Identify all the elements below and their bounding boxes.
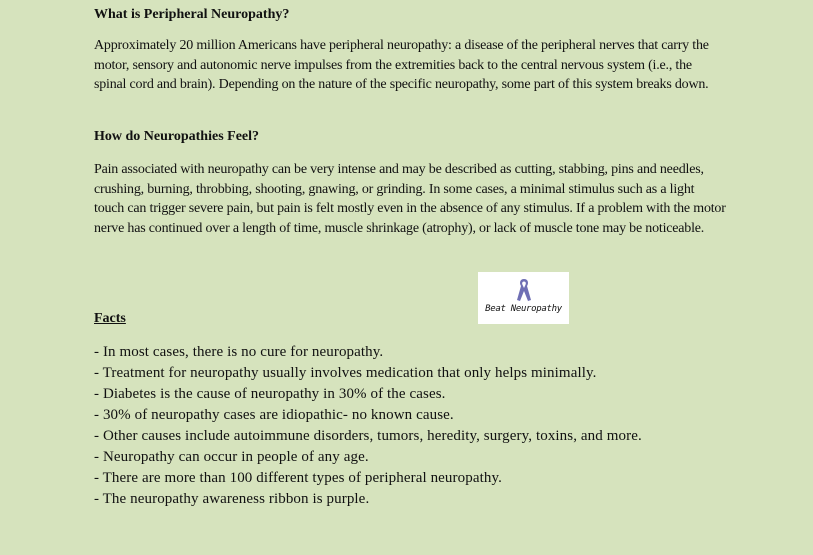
logo-text: Beat Neuropathy <box>485 304 562 314</box>
list-item: - Diabetes is the cause of neuropathy in 30% of the cases. <box>94 386 446 402</box>
list-item: - The neuropathy awareness ribbon is purple. <box>94 491 370 507</box>
list-item: - In most cases, there is no cure for neuropathy. <box>94 344 384 360</box>
beat-neuropathy-logo <box>478 272 569 324</box>
list-item: - Treatment for neuropathy usually involves medication that only helps minimally. <box>94 365 597 381</box>
facts-heading: Facts <box>94 311 126 326</box>
section-heading-what-is-neuropathy: What is Peripheral Neuropathy? <box>94 7 290 22</box>
list-item: - Neuropathy can occur in people of any age. <box>94 449 369 465</box>
list-item: - 30% of neuropathy cases are idiopathic- no known cause. <box>94 407 454 423</box>
list-item: - There are more than 100 different types of peripheral neuropathy. <box>94 470 502 486</box>
section-heading-how-neuropathies-feel: How do Neuropathies Feel? <box>94 129 260 144</box>
purple-awareness-ribbon-icon <box>514 277 534 303</box>
section-body-what-is-neuropathy: Approximately 20 million Americans have peripheral neuropathy: a disease of the peripheral nerves that carry the motor, sensory and autonomic nerve impulses from the extremities back to the central nervous system (i.e., the spinal cord and brain). Depending on the nature of the specific neuropathy, some part of this system breaks down. <box>94 38 709 93</box>
list-item: - Other causes include autoimmune disorders, tumors, heredity, surgery, toxins, and more. <box>94 428 642 444</box>
facts-list <box>94 342 642 510</box>
section-body-how-neuropathies-feel: Pain associated with neuropathy can be very intense and may be described as cutting, stabbing, pins and needles, crushing, burning, throbbing, shooting, gnawing, or grinding. In some cases, a minimal stimulus such as a light touch can trigger severe pain, but pain is felt mostly even in the absence of any stimulus. If a problem with the motor nerve has continued over a length of time, muscle shrinkage (atrophy), or lack of muscle tone may be noticeable. <box>94 162 726 236</box>
